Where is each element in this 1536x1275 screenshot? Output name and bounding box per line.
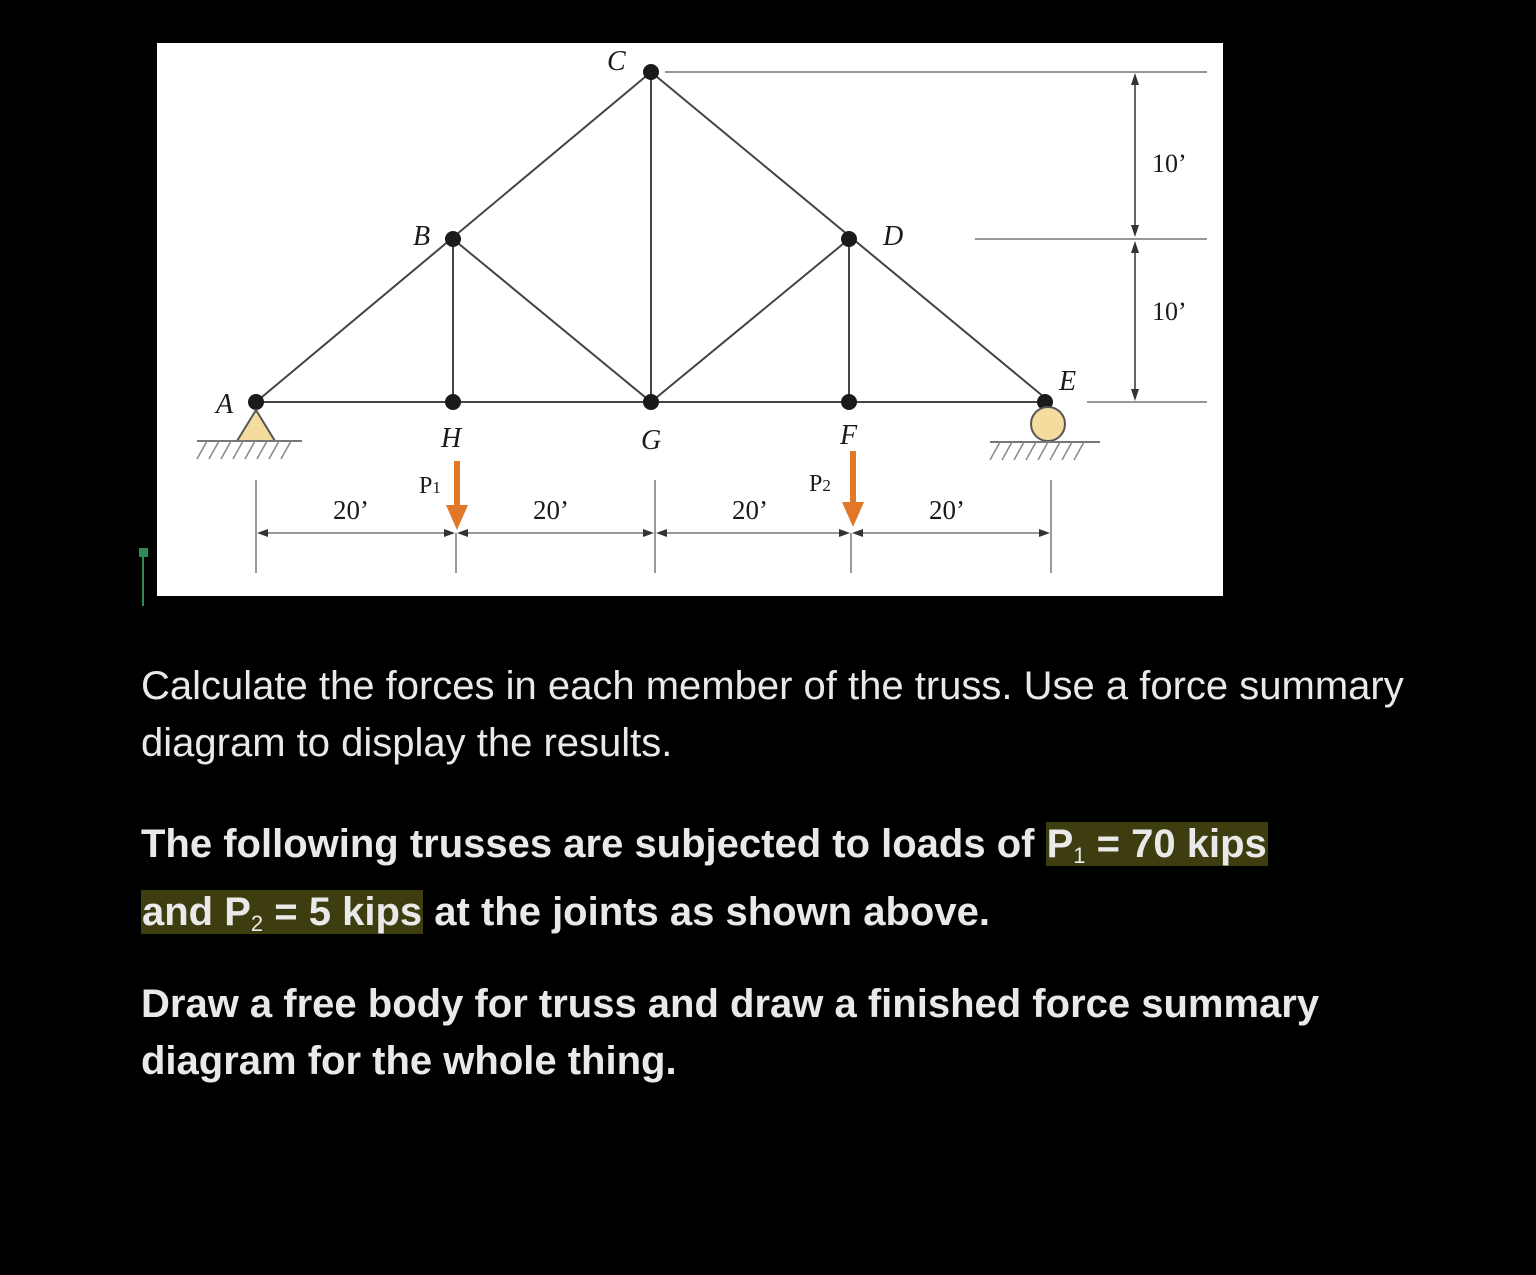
- joint-g: [643, 394, 659, 410]
- height-arrow: [1131, 225, 1139, 237]
- joint-a: [248, 394, 264, 410]
- span-label-4: 20’: [929, 495, 965, 525]
- span-label-1: 20’: [333, 495, 369, 525]
- height-arrow: [1131, 73, 1139, 85]
- load-arrow-p1-head: [446, 505, 468, 530]
- height-arrow: [1131, 389, 1139, 401]
- span-label-2: 20’: [533, 495, 569, 525]
- task-text: Draw a free body for truss and draw a finished force summary diagram for the whole thing.: [141, 982, 1320, 1083]
- height-arrow: [1131, 241, 1139, 253]
- node-label-h: H: [441, 423, 462, 454]
- truss-members: [256, 72, 1050, 402]
- joint-b: [445, 231, 461, 247]
- height-label-lower: 10’: [1152, 297, 1187, 326]
- joint-f: [841, 394, 857, 410]
- member-dg: [651, 239, 849, 402]
- text-cursor-marker: [139, 548, 148, 606]
- load-label-p2: P2: [809, 471, 831, 497]
- span-dimension: [256, 480, 1051, 573]
- p1-highlight: $P_1 = 70$ kips: [1046, 822, 1267, 868]
- member-bg: [453, 239, 651, 402]
- instruction-text: Calculate the forces in each member of the truss. Use a force summary diagram to display the results.: [141, 664, 1404, 765]
- joint-c: [643, 64, 659, 80]
- node-label-f: F: [840, 420, 858, 451]
- truss-figure: [157, 43, 1223, 596]
- ground-hatch-right: [990, 442, 1084, 460]
- span-label-3: 20’: [732, 495, 768, 525]
- node-label-a: A: [216, 389, 234, 420]
- roller-support: [1031, 407, 1065, 441]
- load-label-p1: P1: [419, 473, 441, 499]
- node-label-e: E: [1059, 366, 1077, 397]
- pin-support: [237, 410, 275, 441]
- node-label-g: G: [641, 425, 662, 456]
- load-arrow-p2-head: [842, 502, 864, 527]
- joint-h: [445, 394, 461, 410]
- height-label-upper: 10’: [1152, 149, 1187, 178]
- loads-statement: The following trusses are subjected to loads of $P_1 = 70$ kips and $P_2 = 5$ kips at the joints as shown above.: [141, 822, 1267, 936]
- ground-hatch-left: [197, 441, 291, 459]
- node-label-c: C: [607, 46, 626, 77]
- node-label-b: B: [413, 221, 431, 252]
- node-label-d: D: [883, 221, 904, 252]
- corner-blob: [157, 43, 221, 71]
- p2-highlight: and $P_2 = 5$ kips: [142, 890, 423, 936]
- truss-diagram: [157, 43, 1223, 596]
- joint-d: [841, 231, 857, 247]
